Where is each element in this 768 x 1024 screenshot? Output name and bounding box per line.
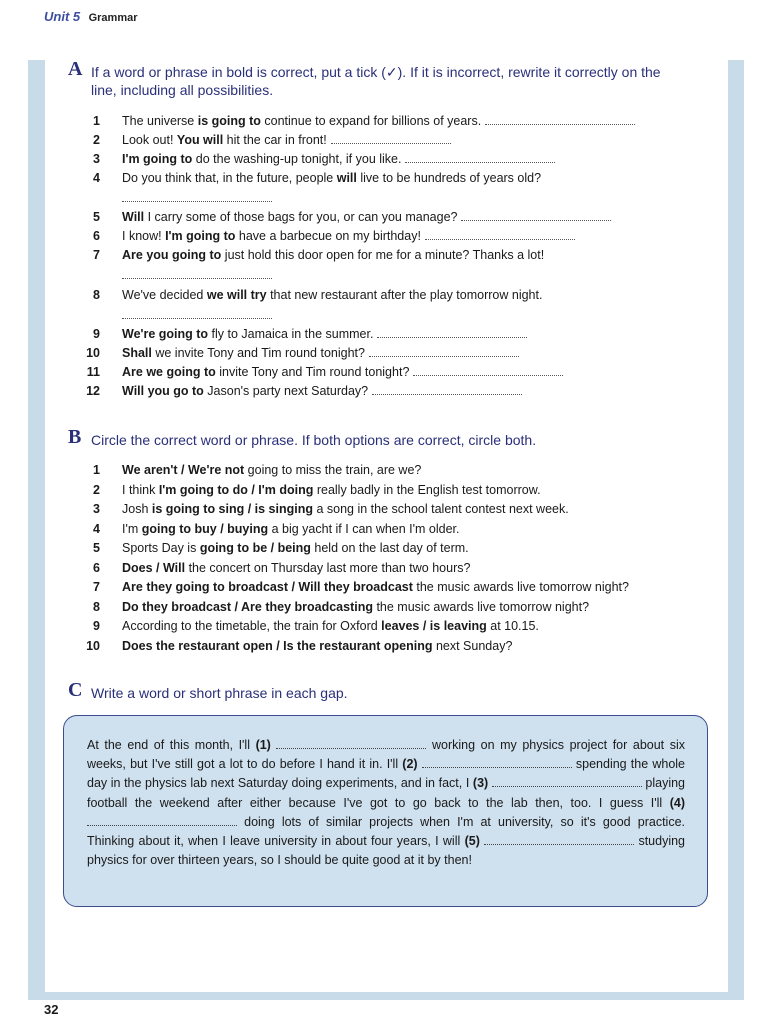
sentence-post: have a barbecue on my birthday! [235,229,421,243]
item-number: 3 [93,502,100,516]
sentence-bold-phrase: We're going to [122,327,209,341]
item-number: 12 [86,384,100,398]
item-number: 6 [93,560,100,575]
item-sentence [122,637,512,655]
sentence-pre: The universe [122,114,198,128]
sentence-bold-phrase[interactable]: going to buy / buying [141,521,269,536]
answer-line[interactable] [369,347,519,357]
sentence-bold-phrase[interactable]: We aren't / We're not [122,463,245,477]
sentence-bold-phrase: we will try [206,288,267,302]
sentence-bold-phrase[interactable]: Are they going to broadcast / Will they broadcast [122,580,413,594]
item-number: 11 [86,365,100,379]
sentence-bold-phrase[interactable]: is going to sing / is singing [151,502,313,516]
item-number: 1 [93,114,100,128]
sentence-post: next Sunday? [432,638,513,653]
item-sentence [122,325,527,343]
section-b-heading [68,426,688,449]
item-sentence [122,150,555,168]
item-sentence [122,286,542,304]
item-number: 2 [93,482,100,497]
sentence-post: really badly in the English test tomorrow. [313,482,541,497]
item-number: 8 [93,288,100,302]
sentence-bold-phrase: Will you go to [122,384,204,398]
section-b-letter: B [68,426,82,448]
sentence-pre: We've decided [122,288,207,302]
sentence-bold-phrase: will [336,171,357,185]
sentence-post: we invite Tony and Tim round tonight? [151,346,365,360]
item-sentence [122,598,589,616]
section-c-heading [68,679,688,702]
sentence-bold-phrase[interactable]: Does the restaurant open / Is the restaurant opening [122,638,433,653]
item-sentence [122,169,541,187]
item-number: 10 [86,346,100,360]
item-sentence [122,227,575,245]
gap-fill-paragraph [87,736,685,870]
item-sentence [122,131,451,149]
sentence-post: hit the car in front! [223,133,327,147]
item-sentence [122,208,611,226]
item-number: 7 [93,580,100,594]
answer-line[interactable] [425,230,575,240]
sentence-bold-phrase: I'm going to [122,152,193,166]
sentence-post: Jason's party next Saturday? [203,384,369,398]
item-number: 6 [93,229,100,243]
item-number: 3 [93,152,100,166]
gap-blank[interactable] [484,835,634,845]
item-number: 7 [93,248,100,262]
item-number: 2 [93,133,100,147]
sentence-pre: Look out! [122,133,177,147]
answer-line[interactable] [405,153,555,163]
item-number: 5 [93,210,100,224]
sentence-pre: Sports Day is [122,541,200,555]
page-header [44,8,138,26]
item-sentence [122,461,421,479]
item-sentence [122,539,469,557]
item-sentence [122,559,470,577]
sentence-post: a big yacht if I can when I'm older. [268,521,460,536]
sentence-post: at 10.15. [486,619,539,633]
sentence-bold-phrase: I'm going to [165,229,236,243]
sentence-post: going to miss the train, are we? [244,463,422,477]
sentence-post: live to be hundreds of years old? [356,171,542,185]
sentence-post: do the washing-up tonight, if you like. [192,152,402,166]
item-sentence [122,363,563,381]
sentence-pre: I know! [122,229,166,243]
sentence-bold-phrase: Shall [122,346,152,360]
page-number: 32 [44,1002,59,1017]
sentence-bold-phrase[interactable]: leaves / is leaving [381,619,487,633]
sentence-bold-phrase[interactable]: Do they broadcast / Are they broadcasting [122,599,373,614]
paragraph-text: working on my physics project for about six weeks, but I've still got a lot to do before I hand it in. I'll [87,738,685,772]
sentence-bold-phrase: You will [176,133,224,147]
gap-blank[interactable] [276,739,426,749]
item-sentence [122,617,539,635]
sentence-bold-phrase[interactable]: going to be / being [199,541,311,555]
paragraph-text: doing lots of similar projects when I'm at university, so it's good practice. Thinking about it, when I leave university in about four years, I will [87,814,685,849]
section-b-instruction: Circle the correct word or phrase. If both options are correct, circle both. [91,432,537,448]
item-number: 10 [86,638,100,653]
answer-line[interactable] [122,199,272,202]
sentence-post: that new restaurant after the play tomorrow night. [266,288,543,302]
item-sentence [122,246,544,264]
section-c-letter: C [68,679,83,701]
section-c-instruction: Write a word or short phrase in each gap. [91,685,348,701]
sentence-post: I carry some of those bags for you, or can you manage? [144,210,458,224]
sentence-post: invite Tony and Tim round tonight? [215,365,410,379]
gap-blank[interactable] [492,777,642,787]
item-number: 1 [93,463,100,477]
gap-number: (4) [669,795,685,810]
answer-line[interactable] [122,316,272,319]
gap-number: (1) [255,738,277,752]
gap-number: (3) [472,776,492,791]
item-number: 4 [93,521,100,536]
sentence-post: the music awards live tomorrow night? [372,599,590,614]
item-number: 9 [93,327,100,341]
section-a-letter: A [68,58,83,80]
sentence-bold-phrase: Are we going to [122,365,216,379]
answer-line[interactable] [372,385,522,395]
answer-line[interactable] [331,134,451,144]
item-sentence [122,112,635,130]
item-sentence [122,578,629,596]
item-sentence [122,520,460,538]
section-label: Grammar [88,12,138,24]
item-number: 5 [93,541,100,555]
sentence-post: a song in the school talent contest next week. [313,502,569,516]
sentence-bold-phrase[interactable]: I'm going to do / I'm doing [158,482,314,497]
section-a-heading [68,58,688,99]
sentence-pre: According to the timetable, the train for Oxford [122,619,382,633]
answer-line[interactable] [413,366,563,376]
paragraph-text: spending the whole day in the physics lab next Saturday doing experiments, and in fact, I [87,757,685,791]
sentence-pre: I think [122,482,159,497]
item-sentence [122,500,569,518]
sentence-post: the concert on Thursday last more than two hours? [185,560,471,575]
paragraph-text: studying physics for over thirteen years, so I should be quite good at it by then! [87,834,686,868]
answer-line[interactable] [461,211,611,221]
sentence-bold-phrase: is going to [197,114,261,128]
paragraph-text: playing football the weekend after either because I've got to go back to the lab then, too. I guess I'll [87,776,686,810]
gap-blank[interactable] [87,816,237,826]
sentence-pre: I'm [122,521,142,536]
sentence-bold-phrase: Will [122,210,145,224]
item-number: 8 [93,599,100,614]
item-number: 4 [93,171,100,185]
gap-blank[interactable] [422,758,572,768]
sentence-bold-phrase[interactable]: Does / Will [122,560,186,575]
answer-line[interactable] [122,276,272,279]
sentence-post: just hold this door open for me for a minute? Thanks a lot! [221,248,545,262]
item-sentence [122,344,519,362]
sentence-post: continue to expand for billions of years. [260,114,482,128]
sentence-post: held on the last day of term. [310,541,469,555]
answer-line[interactable] [485,115,635,125]
unit-label: Unit 5 [44,9,81,24]
sentence-bold-phrase: Are you going to [122,248,222,262]
paragraph-text: At the end of this month, I'll [87,738,256,752]
item-sentence [122,382,522,400]
section-a-instruction: If a word or phrase in bold is correct, put a tick (✓). If it is incorrect, rewrite it correctly on the line, including all possibilities. [91,64,661,98]
sentence-pre: Do you think that, in the future, people [122,171,337,185]
gap-number: (5) [464,834,485,849]
answer-line[interactable] [377,328,527,338]
item-number: 9 [93,619,100,633]
sentence-post: fly to Jamaica in the summer. [208,327,374,341]
sentence-pre: Josh [122,502,152,516]
sentence-post: the music awards live tomorrow night? [412,580,629,594]
item-sentence [122,481,541,499]
gap-number: (2) [402,757,422,772]
